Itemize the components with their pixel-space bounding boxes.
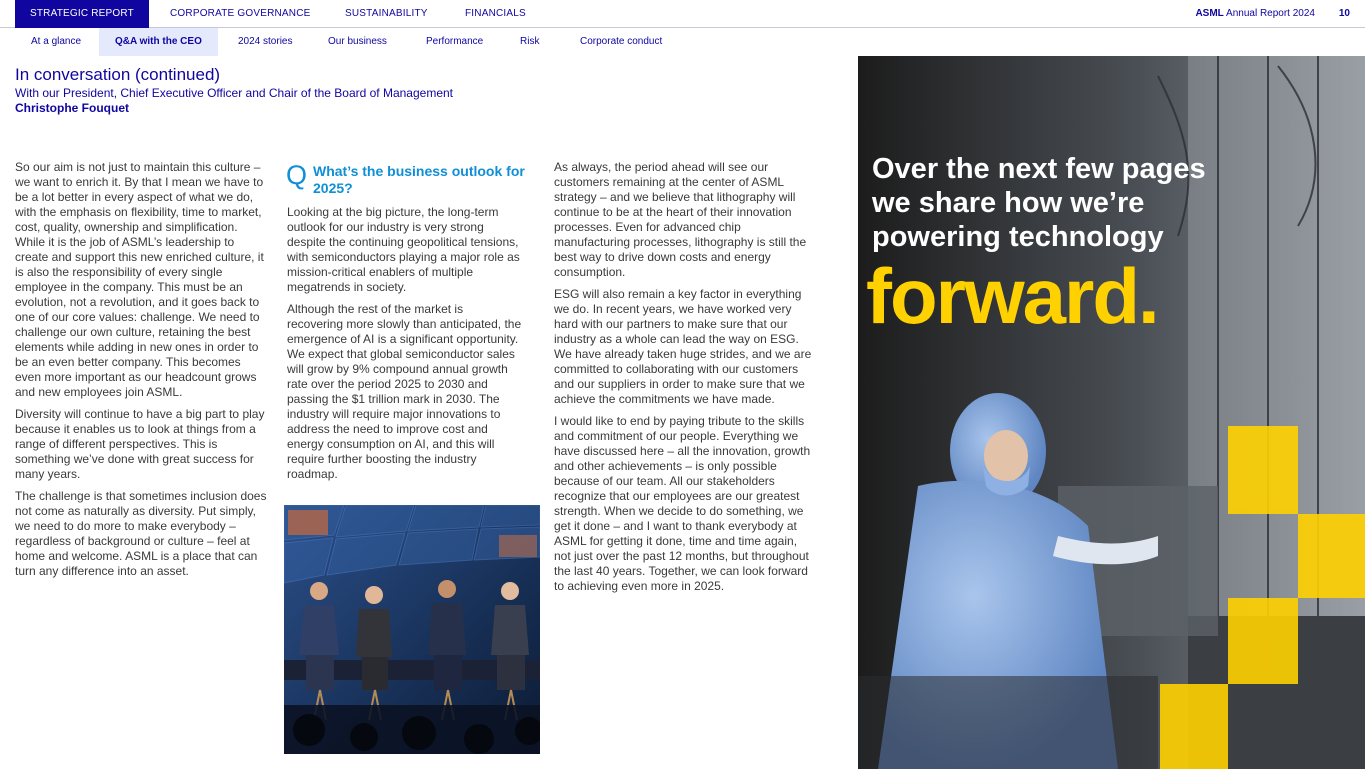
paragraph: Diversity will continue to have a big part to play because it enables us to look at things from a range of different perspectives. This is something we’ve done with great success for many years. <box>15 407 265 481</box>
paragraph: Looking at the big picture, the long-term outlook for our industry is very strong despite the continuing geopolitical tensions, with semiconductors playing a major role as mission-critical enablers of multiple megatrends in society. <box>287 205 520 294</box>
ceo-name: Christophe Fouquet <box>15 101 129 115</box>
question-mark-glyph: Q <box>286 160 308 190</box>
paragraph: ESG will also remain a key factor in everything we do. In recent years, we have worked very hard with our partners to make sure that our industry as a whole can lead the way on ESG. We have already taken huge strides, and we are committed to collaborating with our customers and our suppliers in order to make sure that we achieve the commitments we have made. <box>554 287 812 406</box>
question-text: What’s the business outlook for 2025? <box>313 163 525 196</box>
text-column-1 <box>15 160 270 586</box>
paragraph: As always, the period ahead will see our customers remaining at the center of ASML strategy – and we believe that lithography will continue to be at the heart of their innovation processes. Even for advanced chip manufacturing processes, lithography is still the best way to drive down costs and energy consumption. <box>554 160 807 279</box>
subtab-2024-stories[interactable]: 2024 stories <box>238 36 293 47</box>
paragraph: So our aim is not just to maintain this culture – we want to enrich it. By that I mean we have to be a lot better in every aspect of what we do, with the emphasis on flexibility, time to market, cost, quality, ownership and simplification. While it is the job of ASML’s leadership to create and support this new enriched culture, it is also the responsibility of every single employee in the company. This must be an evolution, not a revolution, and it goes back to one of our core values: challenge. We need to challenge our own culture, retaining the best elements while adding in new ones in order to be an even better company. This becomes even more important as our headcount grows and new employees join ASML. <box>15 160 264 399</box>
paragraph: Although the rest of the market is recovering more slowly than anticipated, the emergence of AI is a significant opportunity. We expect that global semiconductor sales will grow by 9% compound annual growth rate over the period 2025 to 2030 and passing the $1 trillion mark in 2030. The industry will require major innovations to address the need to improve cost and energy consumption on AI, and this will require further boosting the industry roadmap. <box>287 302 522 481</box>
page-number: 10 <box>1338 8 1350 19</box>
tab-strategic-report[interactable]: STRATEGIC REPORT <box>15 0 149 28</box>
subtab-qa-ceo[interactable]: Q&A with the CEO <box>99 28 218 56</box>
panel-discussion-photo <box>284 505 540 754</box>
hero-caption: Over the next few pages we share how we’re powering technology <box>872 153 1206 253</box>
panel-photo-illustration <box>284 505 540 754</box>
text-column-3 <box>554 160 816 601</box>
paragraph: The challenge is that sometimes inclusion does not come as naturally as diversity. Put simply, we need to do more to make everybody – regardless of background or culture – feel at home and welcome. ASML is a place that can turn any difference into an asset. <box>15 489 267 578</box>
tab-financials[interactable]: FINANCIALS <box>465 8 526 19</box>
top-navigation <box>0 0 1365 28</box>
subtab-at-a-glance[interactable]: At a glance <box>31 36 82 47</box>
tab-sustainability[interactable]: SUSTAINABILITY <box>345 8 428 19</box>
subtab-our-business[interactable]: Our business <box>328 36 387 47</box>
tab-corporate-governance[interactable]: CORPORATE GOVERNANCE <box>170 8 311 19</box>
text-column-2 <box>287 205 522 483</box>
subtab-performance[interactable]: Performance <box>426 36 484 47</box>
report-brand <box>1195 0 1315 28</box>
page-title: In conversation (continued) <box>15 65 221 84</box>
section-navigation <box>0 28 858 56</box>
page-subtitle: With our President, Chief Executive Officer and Chair of the Board of Management <box>15 86 453 100</box>
question-heading <box>286 160 531 200</box>
brand-name: ASML <box>1195 8 1224 19</box>
cleanroom-hero-image <box>858 56 1365 769</box>
hero-headline: forward. <box>866 252 1158 340</box>
paragraph: I would like to end by paying tribute to the skills and commitment of our people. Everything we have discussed here – all the innovation, growth and other achievements – is only possible because of our team. All our stakeholders recognize that our employees are our greatest strength. When we decide to do something, we get it done – and I want to thank everybody at ASML for getting it done, time and time again, not just over the past 12 months, but throughout the last 40 years. Together, we can look forward to achieving even more in 2025. <box>554 414 811 593</box>
subtab-risk[interactable]: Risk <box>520 36 540 47</box>
subtab-corporate-conduct[interactable]: Corporate conduct <box>580 36 663 47</box>
brand-report-title: Annual Report 2024 <box>1226 8 1315 19</box>
